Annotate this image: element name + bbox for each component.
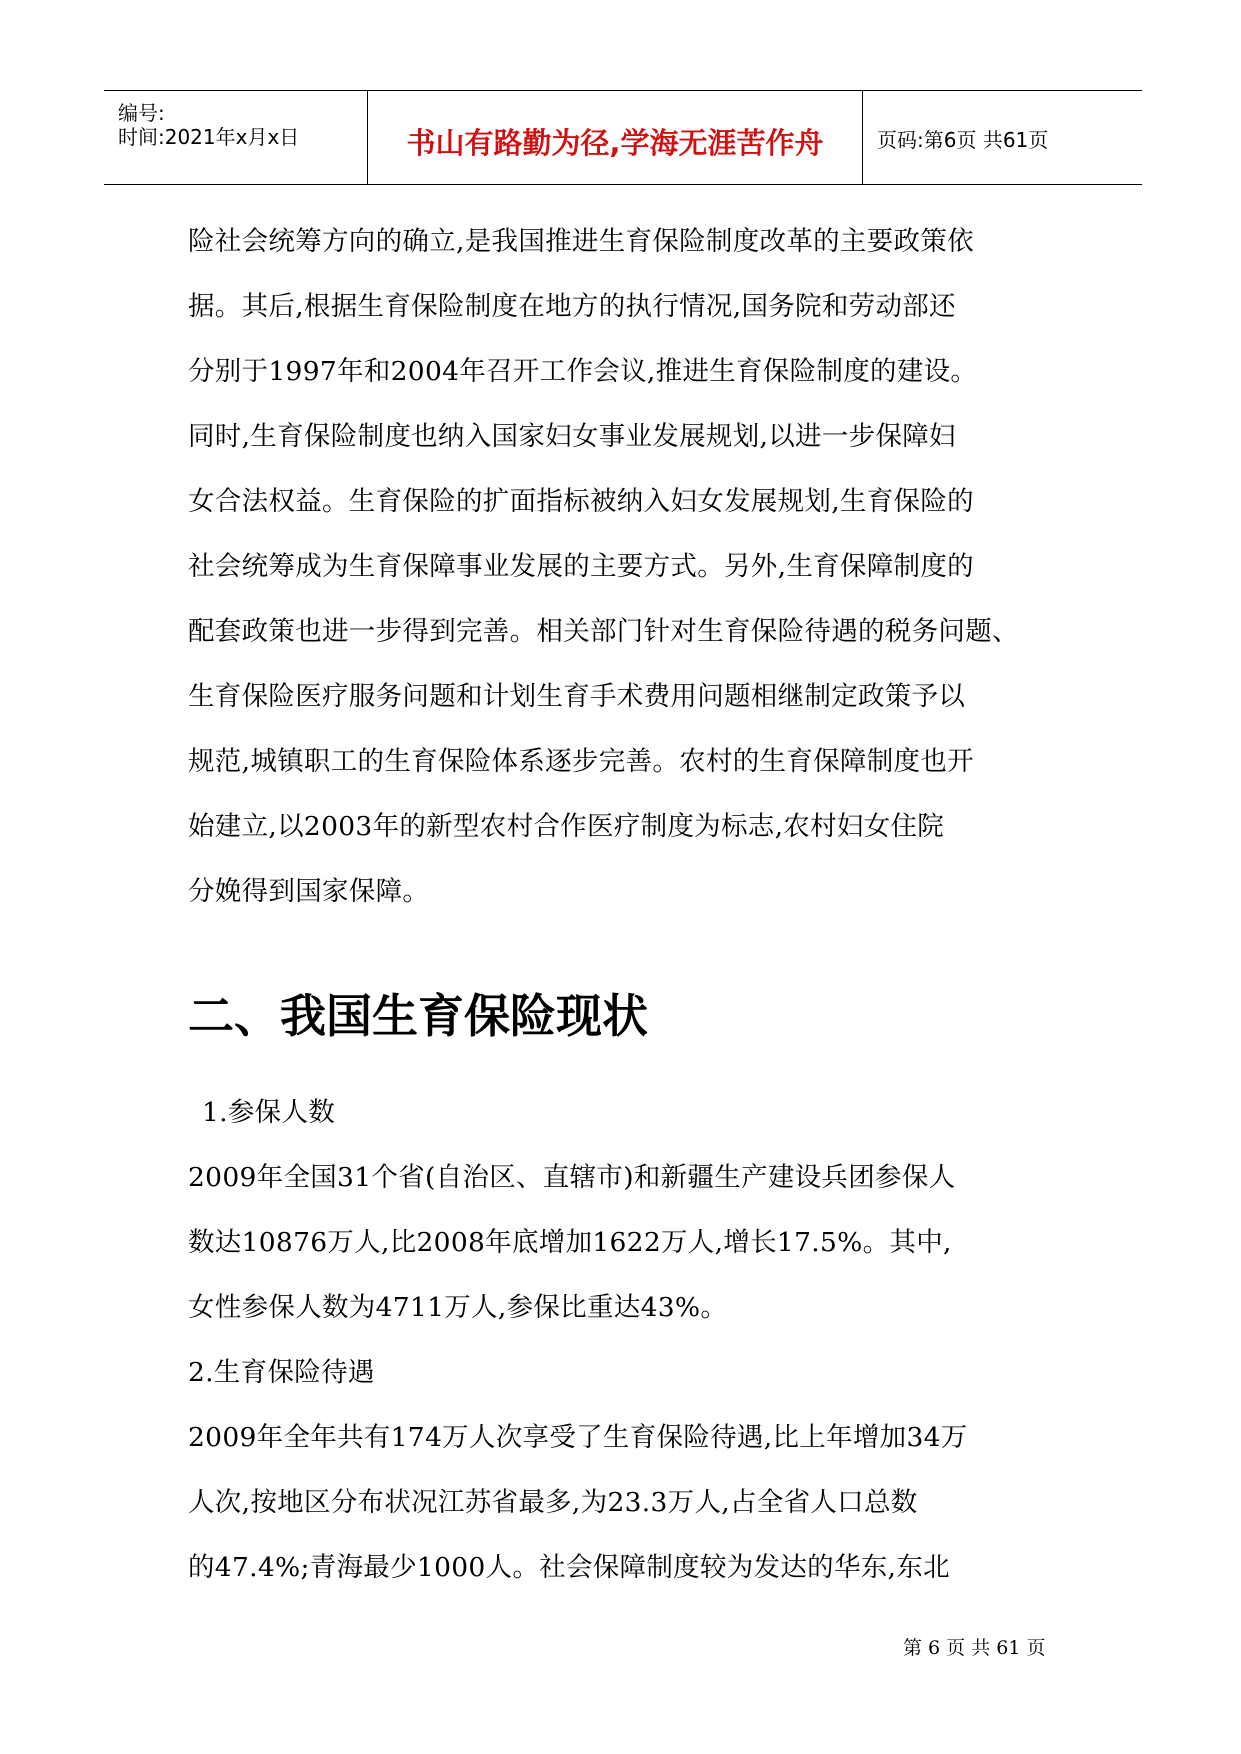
header-page-cell [863, 91, 1142, 184]
footer-page-number: 第 6 页 共 61 页 [903, 1637, 1046, 1659]
text-line: 数达10876万人,比2008年底增加1622万人,增长17.5%。其中, [188, 1227, 952, 1258]
subsection-title-benefits: 2.生育保险待遇 [188, 1357, 375, 1388]
time-label: 时间:2021年x月x日 [118, 125, 300, 149]
text-line: 人次,按地区分布状况江苏省最多,为23.3万人,占全省人口总数 [188, 1487, 918, 1518]
text-line: 2009年全年共有174万人次享受了生育保险待遇,比上年增加34万 [188, 1422, 968, 1453]
text-line: 分娩得到国家保障。 [188, 876, 430, 907]
header-info-cell [104, 91, 368, 184]
section-content [188, 1093, 1078, 1613]
text-line: 社会统筹成为生育保障事业发展的主要方式。另外,生育保障制度的 [188, 551, 974, 582]
section-heading: 二、我国生育保险现状 [188, 989, 648, 1043]
text-line: 据。其后,根据生育保险制度在地方的执行情况,国务院和劳动部还 [188, 291, 956, 322]
subsection-title-enrollment: 1.参保人数 [202, 1097, 336, 1128]
text-line: 始建立,以2003年的新型农村合作医疗制度为标志,农村妇女住院 [188, 811, 945, 842]
text-line: 女性参保人数为4711万人,参保比重达43%。 [188, 1292, 728, 1323]
text-line: 2009年全国31个省(自治区、直辖市)和新疆生产建设兵团参保人 [188, 1162, 956, 1193]
text-line: 配套政策也进一步得到完善。相关部门针对生育保险待遇的税务问题、 [188, 616, 1019, 647]
text-line: 分别于1997年和2004年召开工作会议,推进生育保险制度的建设。 [188, 356, 978, 387]
text-line: 女合法权益。生育保险的扩面指标被纳入妇女发展规划,生育保险的 [188, 486, 974, 517]
text-line: 同时,生育保险制度也纳入国家妇女事业发展规划,以进一步保障妇 [188, 421, 956, 452]
text-line: 规范,城镇职工的生育保险体系逐步完善。农村的生育保障制度也开 [188, 746, 974, 777]
paragraph-intro [188, 222, 1078, 937]
motto: 书山有路勤为径,学海无涯苦作舟 [406, 126, 824, 160]
document-header [104, 90, 1142, 185]
header-motto-cell [368, 91, 863, 184]
header-page-number: 页码:第6页 共61页 [877, 128, 1049, 152]
text-line: 险社会统筹方向的确立,是我国推进生育保险制度改革的主要政策依 [188, 226, 974, 257]
text-line: 的47.4%;青海最少1000人。社会保障制度较为发达的华东,东北 [188, 1552, 950, 1583]
text-line: 生育保险医疗服务问题和计划生育手术费用问题相继制定政策予以 [188, 681, 966, 712]
serial-number-label: 编号: [118, 101, 165, 125]
